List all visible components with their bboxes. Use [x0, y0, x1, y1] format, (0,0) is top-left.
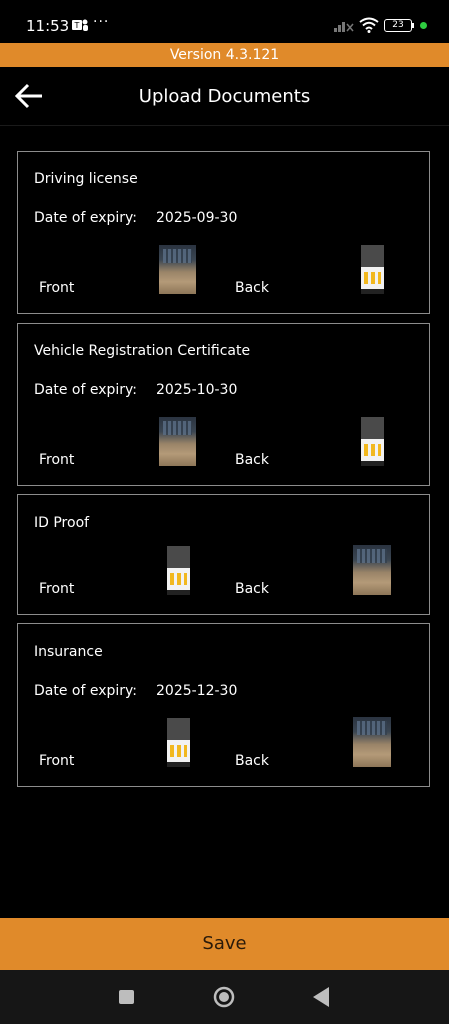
- wifi-icon: [359, 17, 379, 33]
- back-image-thumbnail[interactable]: [361, 417, 384, 466]
- back-triangle-icon[interactable]: [313, 987, 329, 1007]
- back-image-thumbnail[interactable]: [353, 545, 391, 595]
- app-bar: [0, 67, 449, 126]
- recent-apps-icon[interactable]: [119, 990, 134, 1004]
- privacy-indicator-dot: [420, 22, 427, 29]
- expiry-label: Date of expiry:: [34, 683, 138, 699]
- back-image-thumbnail[interactable]: [361, 245, 384, 294]
- document-card-id-proof: [17, 494, 430, 615]
- document-card-vehicle-registration: [17, 323, 430, 486]
- home-icon[interactable]: [213, 986, 235, 1008]
- front-label: Front: [39, 753, 75, 769]
- back-label: Back: [235, 280, 269, 296]
- expiry-value: 2025-12-30: [156, 683, 238, 699]
- battery-tip: [412, 23, 414, 28]
- version-banner: Version 4.3.121: [0, 43, 449, 67]
- status-time: 11:53: [26, 17, 70, 35]
- document-card-insurance: [17, 623, 430, 787]
- front-label: Front: [39, 452, 75, 468]
- status-bar: [0, 0, 449, 43]
- document-title: Driving license: [34, 171, 138, 187]
- front-image-thumbnail[interactable]: [167, 546, 190, 595]
- document-title: Vehicle Registration Certificate: [34, 343, 251, 359]
- document-title: Insurance: [34, 644, 103, 660]
- battery-icon: 23: [384, 19, 412, 32]
- front-image-thumbnail[interactable]: [159, 417, 196, 466]
- front-label: Front: [39, 280, 75, 296]
- more-notifications-icon: ···: [93, 14, 110, 30]
- front-image-thumbnail[interactable]: [167, 718, 190, 767]
- document-card-driving-license: [17, 151, 430, 314]
- page-title: Upload Documents: [138, 86, 311, 107]
- expiry-value: 2025-10-30: [156, 382, 238, 398]
- signal-icon: [334, 18, 354, 32]
- document-title: ID Proof: [34, 515, 90, 531]
- back-image-thumbnail[interactable]: [353, 717, 391, 767]
- back-label: Back: [235, 581, 269, 597]
- svg-text:T: T: [74, 21, 80, 30]
- back-label: Back: [235, 753, 269, 769]
- back-label: Back: [235, 452, 269, 468]
- expiry-label: Date of expiry:: [34, 210, 138, 226]
- front-image-thumbnail[interactable]: [159, 245, 196, 294]
- expiry-label: Date of expiry:: [34, 382, 138, 398]
- front-label: Front: [39, 581, 75, 597]
- save-button[interactable]: Save: [0, 918, 449, 970]
- teams-icon: [72, 18, 88, 32]
- expiry-value: 2025-09-30: [156, 210, 238, 226]
